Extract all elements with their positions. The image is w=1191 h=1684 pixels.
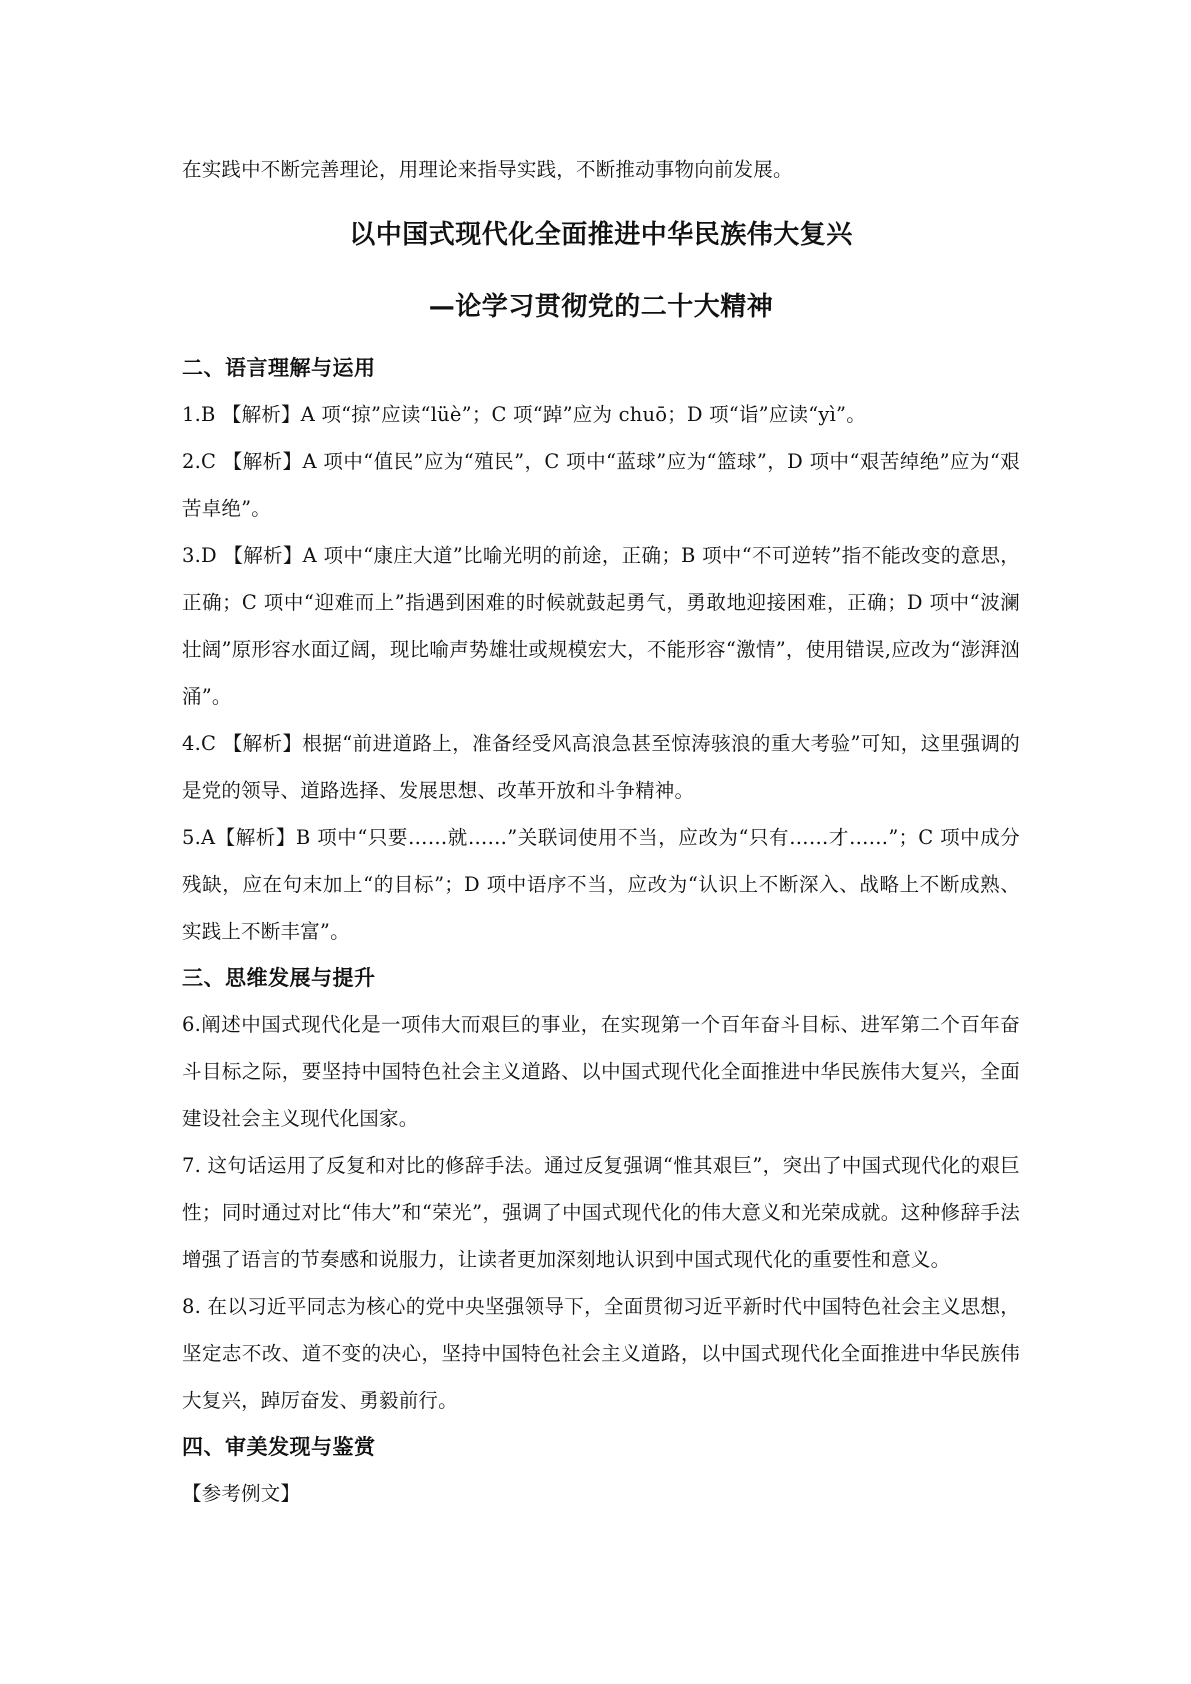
answer-item-4: 4.C 【解析】根据“前进道路上，准备经受风高浪急甚至惊涛骇浪的重大考验”可知，这里强调的是党的领导、道路选择、发展思想、改革开放和斗争精神。 (182, 732, 1020, 802)
section-heading: 三、思维发展与提升 (182, 966, 376, 990)
section-thinking (182, 955, 1020, 1424)
section-heading: 四、审美发现与鉴赏 (182, 1435, 376, 1459)
answer-item-6: 6.阐述中国式现代化是一项伟大而艰巨的事业，在实现第一个百年奋斗目标、进军第二个百年奋斗目标之际，要坚持中国特色社会主义道路、以中国式现代化全面推进中华民族伟大复兴，全面建设社会主义现代化国家。 (182, 1013, 1020, 1130)
answer-item-3: 3.D 【解析】A 项中“康庄大道”比喻光明的前途，正确；B 项中“不可逆转”指不能改变的意思，正确；C 项中“迎难而上”指遇到困难的时候就鼓起勇气，勇敢地迎接困难，正确；D 项中“波澜壮阔”原形容水面辽阔，现比喻声势雄壮或规模宏大，不能形容“激情”，使用错误,应改为“澎湃汹涌”。 (182, 544, 1020, 708)
answer-item-5: 5.A【解析】B 项中“只要……就……”关联词使用不当，应改为“只有……才……”；C 项中成分残缺，应在句末加上“的目标”；D 项中语序不当，应改为“认识上不断深入、战略上不断成熟、实践上不断丰富”。 (182, 826, 1020, 943)
section-aesthetics (182, 1424, 1020, 1517)
answer-item-8: 8. 在以习近平同志为核心的党中央坚强领导下，全面贯彻习近平新时代中国特色社会主义思想，坚定志不改、道不变的决心，坚持中国特色社会主义道路，以中国式现代化全面推进中华民族伟大复兴，踔厉奋发、勇毅前行。 (182, 1295, 1020, 1412)
reference-essay-label: 【参考例文】 (182, 1482, 301, 1505)
article-title: 以中国式现代化全面推进中华民族伟大复兴 (349, 220, 853, 250)
section-language (182, 345, 1020, 955)
intro-paragraph: 在实践中不断完善理论，用理论来指导实践，不断推动事物向前发展。 (182, 158, 793, 181)
answer-item-2: 2.C 【解析】A 项中“值民”应为“殖民”，C 项中“蓝球”应为“篮球”，D 项中“艰苦绰绝”应为“艰苦卓绝”。 (182, 450, 1020, 520)
answer-item-7: 7. 这句话运用了反复和对比的修辞手法。通过反复强调“惟其艰巨”，突出了中国式现代化的艰巨性；同时通过对比“伟大”和“荣光”，强调了中国式现代化的伟大意义和光荣成就。这种修辞手法增强了语言的节奏感和说服力，让读者更加深刻地认识到中国式现代化的重要性和意义。 (182, 1154, 1020, 1271)
answer-item-1: 1.B 【解析】A 项“掠”应读“lüè”；C 项“踔”应为 chuō；D 项“诣”应读“yì”。 (182, 403, 866, 426)
article-subtitle: —论学习贯彻党的二十大精神 (428, 292, 774, 322)
section-heading: 二、语言理解与运用 (182, 356, 376, 380)
document-content (182, 146, 1020, 1517)
